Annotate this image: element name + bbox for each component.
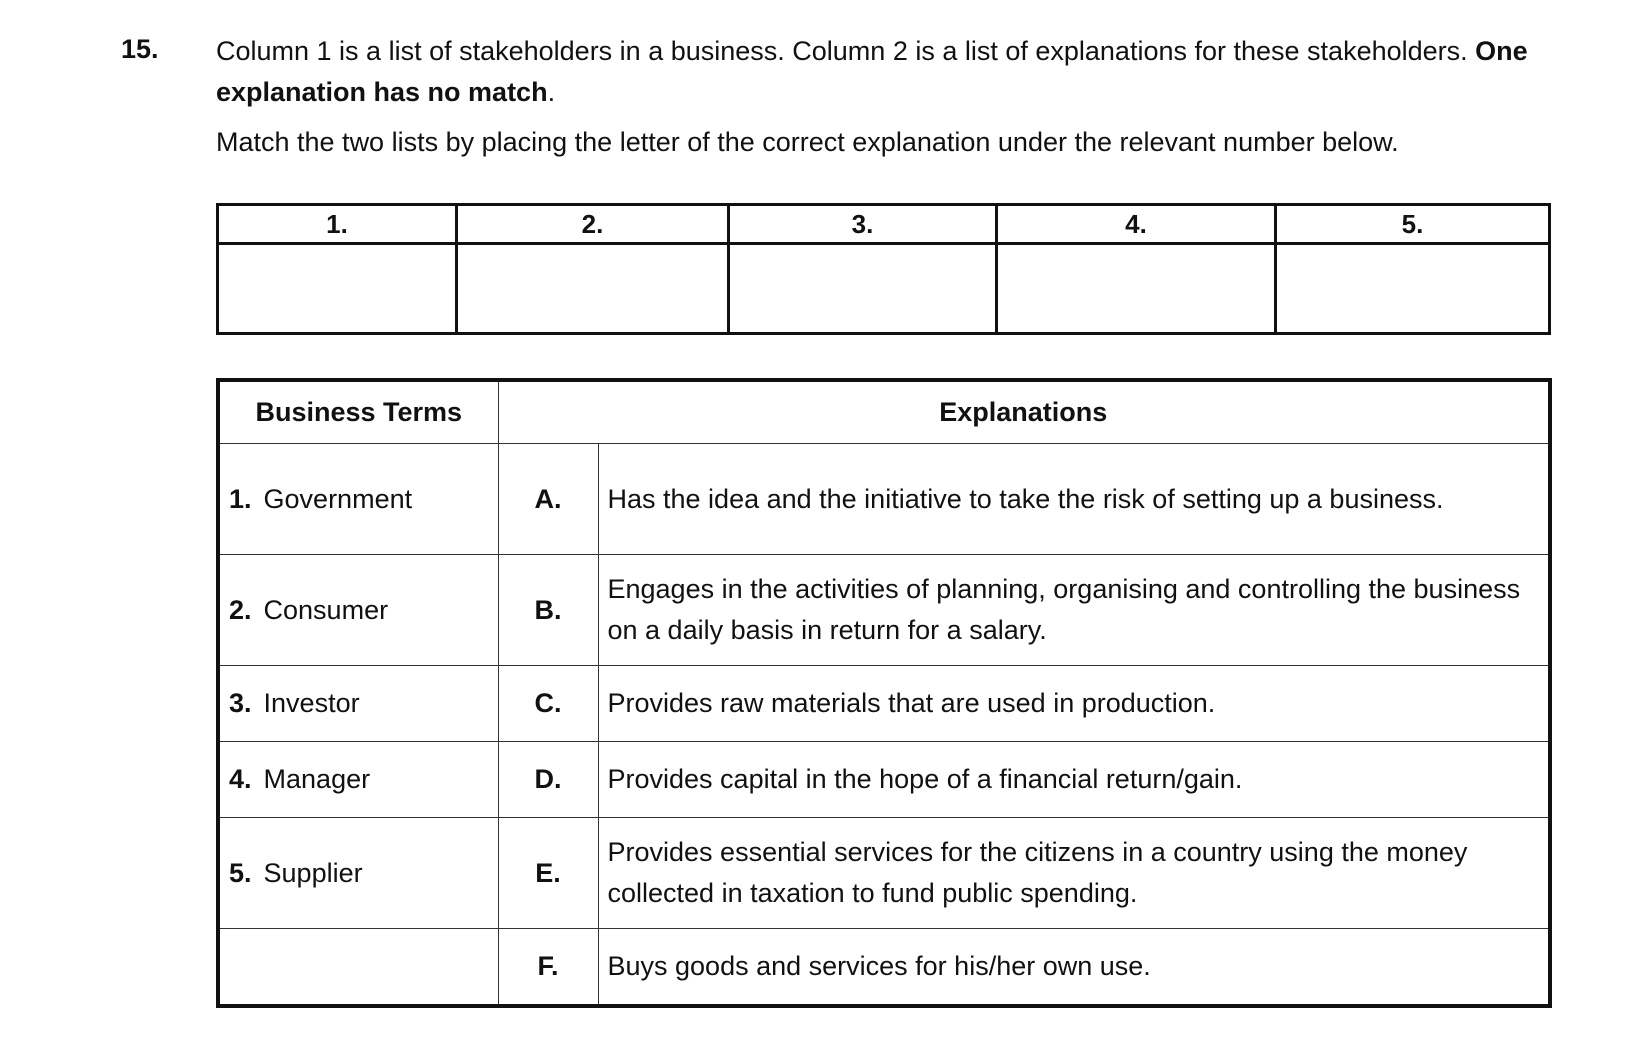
explanation-letter: F. xyxy=(498,929,598,1007)
term-label: Supplier xyxy=(263,857,363,888)
explanation-letter: D. xyxy=(498,742,598,818)
matching-table-header xyxy=(218,380,1550,444)
matching-table xyxy=(216,378,1552,1008)
explanation-text: Provides raw materials that are used in production. xyxy=(598,666,1550,742)
explanation-letter: B. xyxy=(498,555,598,666)
explanation-text: Provides essential services for the citizens in a country using the money collected in taxation to fund public spending. xyxy=(598,818,1550,929)
term-cell xyxy=(218,666,498,742)
answer-header-3: 3. xyxy=(729,205,997,244)
answer-cell-1[interactable] xyxy=(218,244,457,334)
answer-cell-5[interactable] xyxy=(1276,244,1550,334)
explanation-letter: A. xyxy=(498,444,598,555)
explanation-text: Provides capital in the hope of a financial return/gain. xyxy=(598,742,1550,818)
term-number: 2. xyxy=(229,594,252,625)
explanation-text: Engages in the activities of planning, organising and controlling the business on a daily basis in return for a salary. xyxy=(598,555,1550,666)
term-number: 5. xyxy=(229,857,252,888)
table-row xyxy=(218,555,1550,666)
term-number: 3. xyxy=(229,688,252,718)
explanation-letter: C. xyxy=(498,666,598,742)
instruction-text: Column 1 is a list of stakeholders in a business. Column 2 is a list of explanations for these stakeholders. xyxy=(216,36,1476,66)
question-task: Match the two lists by placing the letter of the correct explanation under the relevant number below. xyxy=(216,127,1399,157)
term-cell xyxy=(218,818,498,929)
term-cell-empty xyxy=(218,929,498,1007)
term-label: Consumer xyxy=(263,594,389,625)
answer-grid xyxy=(216,203,1551,335)
question-number: 15. xyxy=(121,34,159,64)
term-cell xyxy=(218,555,498,666)
explanation-text: Has the idea and the initiative to take the risk of setting up a business. xyxy=(598,444,1550,555)
term-label: Investor xyxy=(263,688,360,718)
table-row xyxy=(218,666,1550,742)
col-header-business-terms: Business Terms xyxy=(218,380,498,444)
term-label: Government xyxy=(263,483,413,514)
instruction-emphasis: One explanation has no match xyxy=(216,36,1528,107)
term-number: 1. xyxy=(229,483,252,514)
answer-grid-header-row xyxy=(218,205,1550,244)
answer-grid-input-row xyxy=(218,244,1550,334)
answer-header-2: 2. xyxy=(457,205,729,244)
table-row xyxy=(218,444,1550,555)
term-cell xyxy=(218,444,498,555)
table-row xyxy=(218,742,1550,818)
answer-header-5: 5. xyxy=(1276,205,1550,244)
answer-cell-3[interactable] xyxy=(729,244,997,334)
explanation-text: Buys goods and services for his/her own use. xyxy=(598,929,1550,1007)
answer-cell-4[interactable] xyxy=(997,244,1276,334)
term-label: Manager xyxy=(263,764,371,794)
col-header-explanations: Explanations xyxy=(498,380,1550,444)
question-instruction xyxy=(216,31,1546,113)
answer-cell-2[interactable] xyxy=(457,244,729,334)
table-row xyxy=(218,929,1550,1007)
explanation-letter: E. xyxy=(498,818,598,929)
table-row xyxy=(218,818,1550,929)
term-number: 4. xyxy=(229,764,252,794)
answer-header-4: 4. xyxy=(997,205,1276,244)
term-cell xyxy=(218,742,498,818)
answer-header-1: 1. xyxy=(218,205,457,244)
instruction-period: . xyxy=(547,77,556,107)
